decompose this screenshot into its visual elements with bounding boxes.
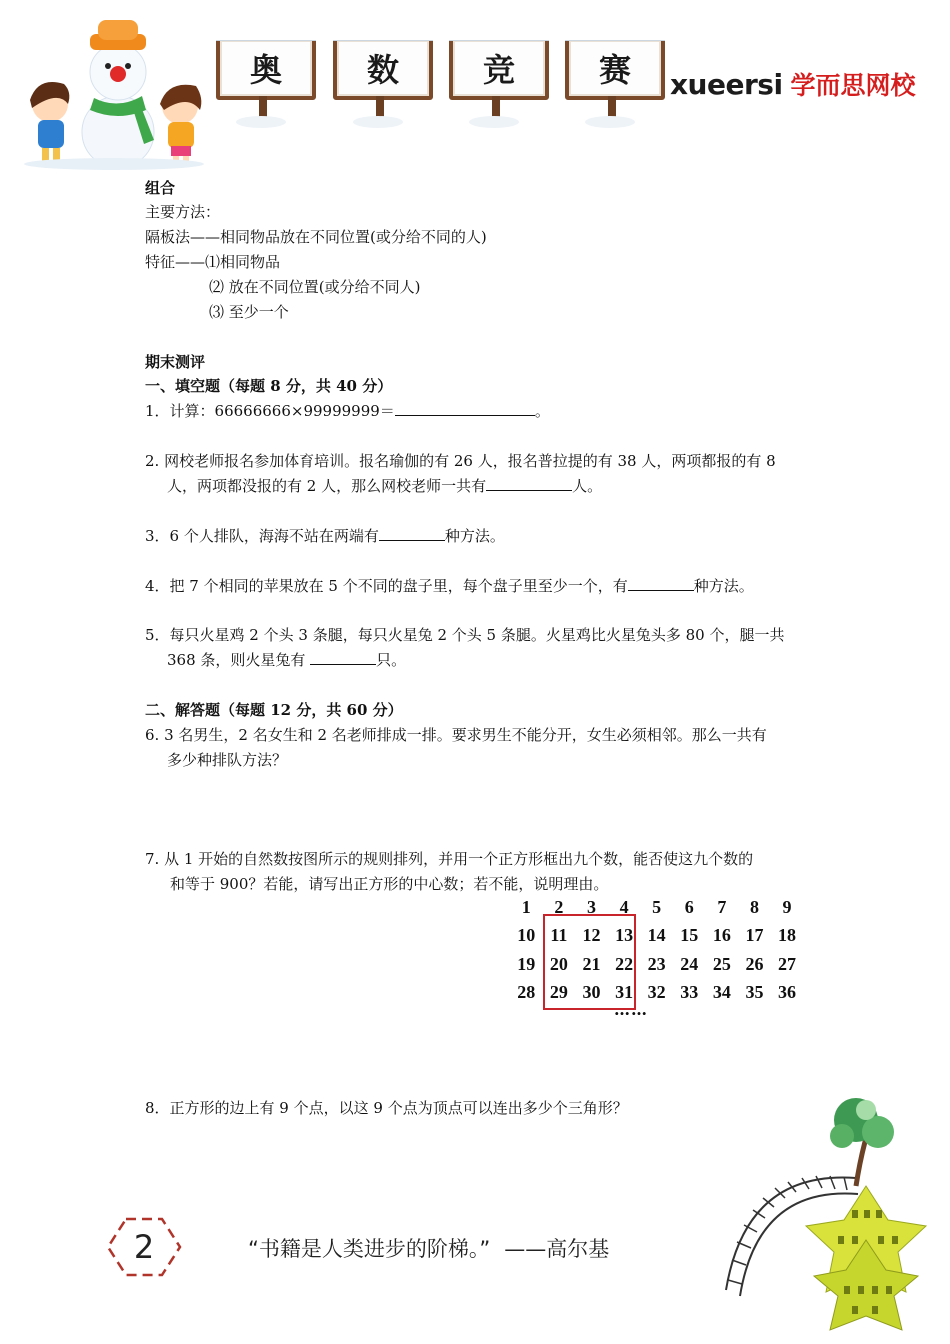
snowman-kids-illustration — [18, 14, 208, 170]
grid-number: 19 — [517, 953, 536, 974]
question-3-end: 种方法。 — [444, 527, 505, 545]
page-number: 2 — [133, 1228, 155, 1266]
grid-number: 33 — [680, 982, 699, 1003]
grid-number: 16 — [712, 925, 731, 946]
summary-title: 组合 — [145, 179, 176, 197]
grid-number: 5 — [652, 896, 662, 917]
grid-number: 21 — [582, 953, 601, 974]
grid-number: 25 — [712, 953, 731, 974]
question-2-end: 人。 — [572, 477, 603, 495]
grid-number: 4 — [619, 896, 629, 917]
grid-number: 24 — [680, 953, 699, 974]
question-5-line-2 — [167, 650, 406, 670]
method-label: 主要方法： — [145, 203, 221, 221]
brand-latin: xueersi — [670, 68, 783, 101]
answer-blank — [395, 401, 535, 416]
question-4-end: 种方法。 — [693, 577, 754, 595]
grid-number: 34 — [712, 982, 731, 1003]
exam-title: 期末测评 — [145, 353, 206, 371]
grid-number: 20 — [549, 953, 568, 974]
grid-number: 18 — [778, 925, 797, 946]
method-text: 隔板法——相同物品放在不同位置(或分给不同的人) — [145, 228, 487, 246]
grid-number: 26 — [745, 953, 764, 974]
page-number-badge — [106, 1217, 182, 1277]
question-5-end: 只。 — [376, 651, 407, 669]
snow-mound — [236, 116, 286, 128]
grid-number: 30 — [582, 982, 601, 1003]
question-2-text: 人，两项都没报的有 2 人，那么网校老师一共有 — [167, 477, 487, 495]
quote-author: ——高尔基 — [504, 1237, 610, 1261]
grid-ellipsis: …… — [614, 1000, 648, 1019]
grid-number: 23 — [647, 953, 666, 974]
grid-number: 3 — [586, 896, 596, 917]
question-5-line-1: 5．每只火星鸡 2 个头 3 条腿，每只火星兔 2 个头 5 条腿。火星鸡比火星兔头多 80 个，腿一共 — [145, 626, 785, 644]
sign-ao: 奥 — [216, 36, 316, 100]
section-1-heading: 一、填空题（每题 8 分，共 40 分） — [145, 377, 393, 395]
grid-number: 12 — [582, 925, 601, 946]
question-2-line-1: 2. 网校老师报名参加体育培训。报名瑜伽的有 26 人，报名普拉提的有 38 人，两项都报的有 8 — [145, 452, 776, 470]
grid-number: 2 — [554, 896, 564, 917]
question-1-text: 1．计算：66666666×99999999＝ — [145, 402, 395, 420]
question-1 — [145, 401, 550, 421]
grid-number: 17 — [745, 925, 764, 946]
question-7-line-2: 和等于 900？若能，请写出正方形的中心数；若不能，说明理由。 — [170, 875, 609, 893]
answer-blank — [628, 576, 694, 591]
grid-number: 8 — [749, 896, 759, 917]
question-6-line-2: 多少种排队方法？ — [167, 751, 288, 769]
feature-1: 特征——⑴相同物品 — [145, 253, 281, 271]
question-4 — [145, 576, 754, 596]
answer-blank — [486, 476, 572, 491]
grid-number: 35 — [745, 982, 764, 1003]
question-7-line-1: 7. 从 1 开始的自然数按图所示的规则排列，并用一个正方形框出九个数，能否使这九个数的 — [145, 850, 754, 868]
brand-chinese: 学而思网校 — [790, 71, 916, 100]
snow-mound — [585, 116, 635, 128]
grid-number: 28 — [517, 982, 536, 1003]
question-2-line-2 — [167, 476, 602, 496]
grid-number: 32 — [647, 982, 666, 1003]
grid-number: 14 — [647, 925, 666, 946]
question-6-line-1: 6. 3 名男生，2 名女生和 2 名老师排成一排。要求男生不能分开，女生必须相邻。那么一共有 — [145, 726, 767, 744]
question-4-text: 4．把 7 个相同的苹果放在 5 个不同的盘子里，每个盘子里至少一个，有 — [145, 577, 628, 595]
grid-number: 27 — [778, 953, 797, 974]
quote-text: “书籍是人类进步的阶梯。” — [248, 1237, 491, 1261]
tree-tower-illustration — [706, 1090, 932, 1336]
square-frame — [543, 914, 636, 1010]
grid-number: 9 — [782, 896, 792, 917]
answer-blank — [310, 650, 376, 665]
grid-number: 13 — [615, 925, 634, 946]
sign-shu: 数 — [333, 36, 433, 100]
grid-number: 1 — [521, 896, 531, 917]
grid-number: 10 — [517, 925, 536, 946]
question-5-text: 368 条，则火星兔有 — [167, 651, 311, 669]
grid-number: 7 — [717, 896, 727, 917]
brand-logo — [670, 66, 916, 102]
grid-number: 15 — [680, 925, 699, 946]
feature-2: ⑵ 放在不同位置(或分给不同人) — [209, 278, 421, 296]
snow-mound — [469, 116, 519, 128]
snow-mound — [353, 116, 403, 128]
grid-number: 11 — [550, 925, 568, 946]
question-3 — [145, 526, 505, 546]
grid-number: 31 — [615, 982, 634, 1003]
grid-number: 6 — [684, 896, 694, 917]
grid-number: 29 — [549, 982, 568, 1003]
grid-number: 36 — [778, 982, 797, 1003]
answer-blank — [379, 526, 445, 541]
question-3-text: 3．6 个人排队，海海不站在两端有 — [145, 527, 379, 545]
grid-number: 22 — [615, 953, 634, 974]
question-1-end: 。 — [534, 402, 550, 420]
sign-sai: 赛 — [565, 36, 665, 100]
sign-jing: 竞 — [449, 36, 549, 100]
section-2-heading: 二、解答题（每题 12 分，共 60 分） — [145, 701, 403, 719]
footer-quote — [248, 1233, 609, 1263]
question-8: 8．正方形的边上有 9 个点，以这 9 个点为顶点可以连出多少个三角形？ — [145, 1099, 628, 1117]
feature-3: ⑶ 至少一个 — [209, 303, 289, 321]
